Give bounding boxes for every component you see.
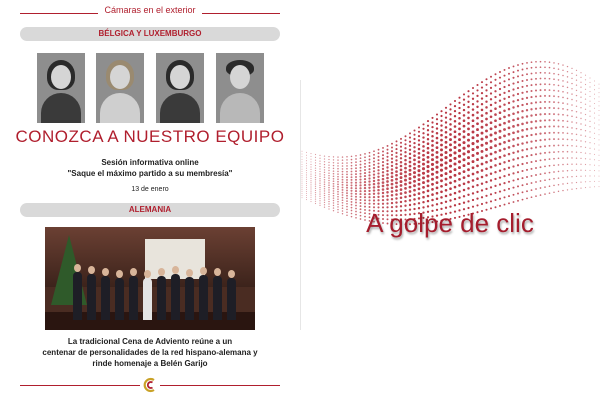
photo-person	[199, 275, 208, 320]
photo-person	[73, 272, 82, 320]
photo-body	[100, 93, 140, 123]
photo-head	[230, 65, 250, 89]
footer-rule-left	[20, 385, 140, 386]
photo-person	[101, 276, 110, 320]
photo-person	[143, 278, 152, 320]
photo-person	[213, 276, 222, 320]
photo-person	[115, 278, 124, 320]
photo-head	[51, 65, 71, 89]
footer-rule-right	[160, 385, 280, 386]
team-photo-1	[37, 53, 85, 123]
caption-line-3: rinde homenaje a Belén Garijo	[92, 359, 208, 368]
session-line-1: Sesión informativa online	[101, 158, 199, 167]
header-title: Cámaras en el exterior	[98, 5, 201, 15]
session-date: 13 de enero	[131, 186, 169, 193]
dotted-wave-graphic	[300, 0, 600, 406]
caption-line-1: La tradicional Cena de Adviento reúne a un	[67, 337, 233, 346]
photo-head	[170, 65, 190, 89]
photo-person	[87, 274, 96, 320]
photo-body	[220, 93, 260, 123]
header-title-wrap	[0, 5, 300, 15]
team-photo-3	[156, 53, 204, 123]
section-bar-alemania: ALEMANIA	[20, 203, 280, 217]
caption-line-2: centenar de personalidades de la red hispano-alemana y	[42, 348, 258, 357]
event-caption[interactable]	[0, 336, 300, 369]
photo-body	[160, 93, 200, 123]
team-photo-2	[96, 53, 144, 123]
photo-person	[185, 277, 194, 320]
photo-person	[157, 276, 166, 320]
clic-title: A golpe de clic	[366, 208, 534, 238]
chamber-logo-icon	[143, 377, 157, 393]
team-title: CONOZCA A NUESTRO EQUIPO	[15, 127, 285, 146]
photo-body	[41, 93, 81, 123]
team-photo-4	[216, 53, 264, 123]
photo-person	[129, 276, 138, 320]
photo-person	[171, 274, 180, 320]
session-title[interactable]	[0, 157, 300, 179]
wave-dots	[301, 61, 599, 225]
event-photo	[45, 227, 255, 330]
session-line-2: "Saque el máximo partido a su membresía"	[67, 169, 233, 178]
photo-head	[110, 65, 130, 89]
right-page	[300, 0, 600, 406]
section-bar-belgica: BÉLGICA Y LUXEMBURGO	[20, 27, 280, 41]
photo-person	[227, 278, 236, 320]
